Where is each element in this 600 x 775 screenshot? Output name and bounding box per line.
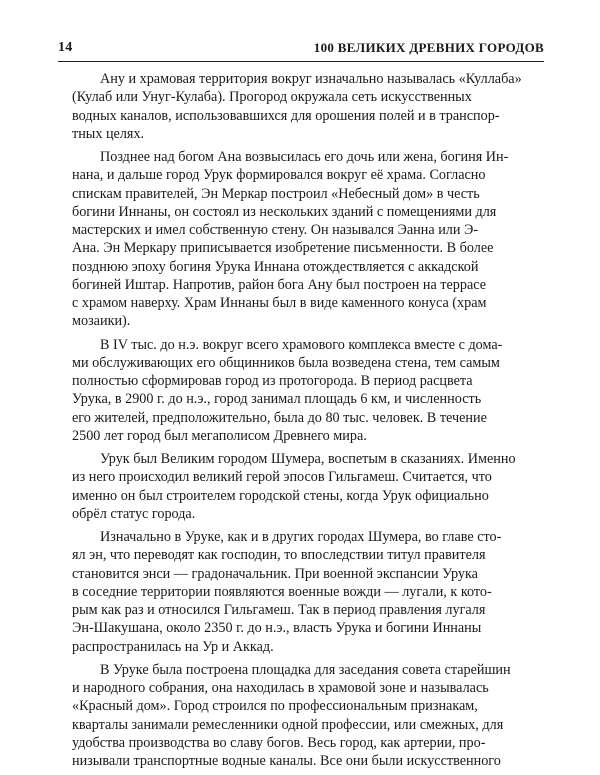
text-line: с храмом наверху. Храм Иннаны был в виде каменного конуса (храм <box>72 295 487 311</box>
text-line: 2500 лет город был мегаполисом Древнего мира. <box>72 427 367 444</box>
text-line: кварталы занимали ремесленники одной профессии, или смежных, для <box>72 716 504 733</box>
text-line: «Красный дом». Город строился по профессиональным признакам, <box>72 698 478 715</box>
text-line: удобства производства во славу богов. Весь город, как артерии, про- <box>72 734 486 751</box>
running-title: 100 ВЕЛИКИХ ДРЕВНИХ ГОРОДОВ <box>313 40 544 55</box>
paragraph <box>72 528 529 656</box>
text-line: Изначально в Уруке, как и в других городах Шумера, во главе сто- <box>100 529 502 545</box>
text-line: мастерских и имел собственную стену. Он назывался Эанна или Э- <box>72 222 479 238</box>
header-rule <box>58 61 544 62</box>
text-line: в соседние территории появляются военные вожди — лугали, к кото- <box>72 583 492 600</box>
text-line: В Уруке была построена площадка для заседания совета старейшин <box>100 661 511 678</box>
paragraph <box>72 661 529 771</box>
text-line: ми обслуживающих его общинников была возведена стена, тем самым <box>72 354 500 371</box>
paragraph <box>72 148 529 331</box>
text-line: нана, и дальше город Урук формировался вокруг её храма. Согласно <box>72 167 486 184</box>
paragraph <box>72 336 529 446</box>
text-line: Урука, в 2900 г. до н.э., город занимал площадь 6 км, и численность <box>72 391 482 408</box>
text-line: Эн-Шакушана, около 2350 г. до н.э., власть Урука и богини Иннаны <box>72 620 482 637</box>
paragraph <box>72 450 529 523</box>
page-number: 14 <box>58 40 73 55</box>
text-line: рым как раз и относился Гильгамеш. Так в период правления лугаля <box>72 602 486 618</box>
text-line: (Кулаб или Унуг-Кулаба). Прогород окружала сеть искусственных <box>72 89 472 106</box>
text-line: тных целях. <box>72 125 145 142</box>
text-line: мозаики). <box>72 313 131 330</box>
text-line: распространилась на Ур и Аккад. <box>72 638 274 655</box>
text-line: именно он был строителем городской стены, когда Урук официально <box>72 487 489 504</box>
text-line: богиней Иштар. Напротив, район бога Ану был построен на террасе <box>72 276 487 293</box>
text-line: позднюю эпоху богиня Урука Иннана отождествляется с аккадской <box>72 258 479 275</box>
text-line: из него происходил великий герой эпосов Гильгамеш. Считается, что <box>72 469 492 486</box>
text-line: становится энси — градоначальник. При военной экспансии Урука <box>72 565 478 582</box>
text-line: Урук был Великим городом Шумера, воспетым в сказаниях. Именно <box>100 451 516 467</box>
body-text <box>72 70 529 775</box>
text-line: Позднее над богом Ана возвысилась его дочь или жена, богиня Ин- <box>100 149 509 165</box>
text-line: полностью сформировав город из протогорода. В период расцвета <box>72 373 473 389</box>
text-line: богини Иннаны, он состоял из нескольких зданий с помещениями для <box>72 203 497 220</box>
text-line: его жителей, предположительно, была до 80 тыс. человек. В течение <box>72 409 487 426</box>
text-line: водных каналов, использовавшихся для орошения полей и в транспор- <box>72 107 500 124</box>
text-line: ял эн, что переводят как господин, то впоследствии титул правителя <box>72 547 486 564</box>
text-line: Ана. Эн Меркару приписывается изобретение письменности. В более <box>72 240 494 257</box>
text-line: обрёл статус города. <box>72 505 196 522</box>
text-line: спискам правителей, Эн Меркар построил «Небесный дом» в честь <box>72 185 480 202</box>
running-header <box>58 40 544 62</box>
text-line: В IV тыс. до н.э. вокруг всего храмового комплекса вместе с дома- <box>100 336 503 353</box>
text-line: низывали транспортные водные каналы. Все они были искусственного <box>72 753 501 769</box>
paragraph <box>72 70 529 143</box>
text-line: и народного собрания, она находилась в храмовой зоне и называлась <box>72 680 489 696</box>
text-line: Ану и храмовая территория вокруг изначально называлась «Куллаба» <box>100 71 522 87</box>
